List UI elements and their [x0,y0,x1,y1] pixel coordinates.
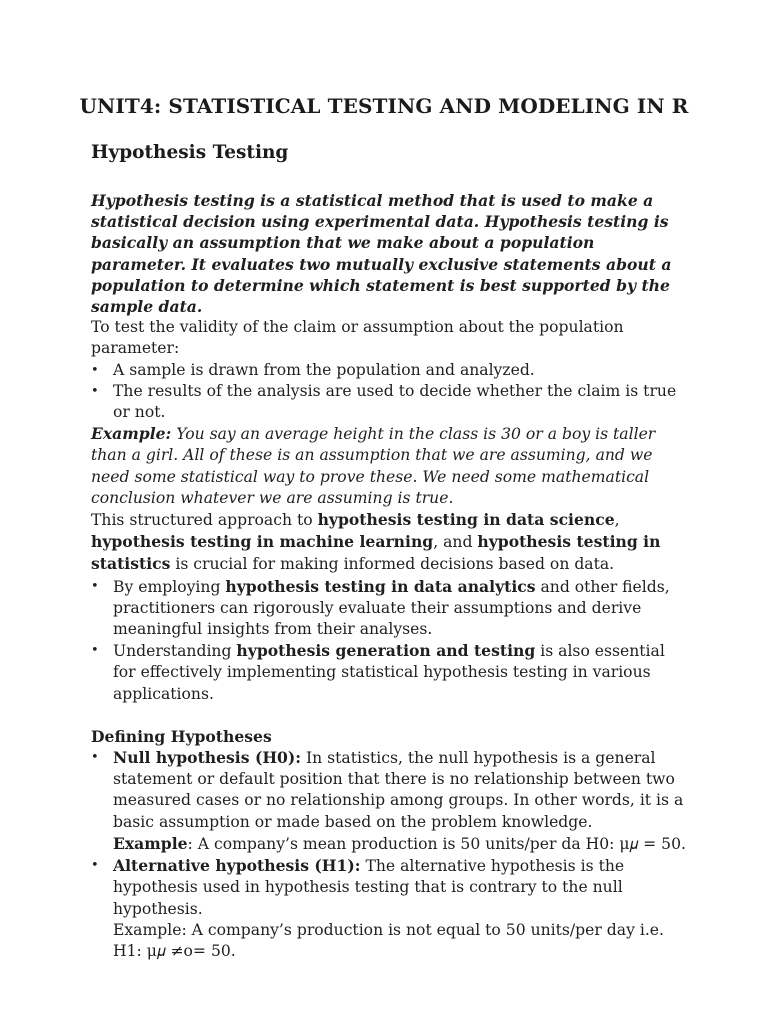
example-label: Example: [91,424,172,444]
alt-hypothesis-text: The alternative hypothesis is the hypothesis used in hypothesis testing that is contrary to the null hypothesis. [113,857,625,918]
document-body [91,190,691,962]
intro-paragraph: Hypothesis testing is a statistical method that is used to make a statistical decision using experimental data. Hypothesis testing is basically an assumption that we make about a population parameter. It evaluates two mutually exclusive statements about a population to determine which statement is best supported by the sample data. [91,191,672,317]
validity-list [91,360,691,424]
list-item [91,747,691,855]
list-item: • The results of the analysis are used to decide whether the claim is true or not. [91,381,691,423]
structured-list [91,576,691,705]
list-item: • A sample is drawn from the population and analyzed. [91,360,691,381]
structured-text: , and [433,533,478,552]
bullet-text: is also essential for effectively implementing statistical hypothesis testing in various applications. [113,642,665,703]
bullet-bold-term: hypothesis generation and testing [236,641,536,661]
alt-hypothesis-label: Alternative hypothesis (H1): [113,856,361,876]
example-text: You say an average height in the class is 30 or a boy is taller than a girl. All of these is an assumption that we are assuming, and we need some statistical way to prove these. We need some mathematical conclusion whatever we are assuming is true. [91,425,656,507]
null-example-label: Example [113,833,188,853]
null-hypothesis-label: Null hypothesis (H0): [113,748,302,768]
alt-example-text: Example: A company’s production is not equal to 50 units/per day i.e. [113,920,664,939]
example-paragraph [91,423,691,509]
spacer [91,705,691,726]
validity-paragraph: To test the validity of the claim or assumption about the population parameter: [91,318,624,358]
structured-bold-term: hypothesis testing in statistics [91,532,661,574]
alt-formula: H1: μ𝜇 ≠o= 50. [113,941,236,960]
page-title: UNIT4: STATISTICAL TESTING AND MODELING IN R [79,94,689,118]
bullet-text: By employing [113,577,226,596]
list-item [91,640,691,705]
structured-paragraph [91,509,691,576]
list-item [91,576,691,641]
list-item [91,855,691,962]
null-hypothesis-text: In statistics, the null hypothesis is a general statement or default position that there is no relationship between two measured cases or no relationship among groups. In other words, it is a basic assumption or made based on the problem knowledge. [113,749,684,831]
structured-bold-term: hypothesis testing in machine learning [91,532,434,552]
structured-bold-term: hypothesis testing in data science [317,510,615,530]
structured-text: , [614,511,620,530]
section-heading: Hypothesis Testing [91,142,289,163]
structured-text: This structured approach to [91,511,318,530]
structured-text: is crucial for making informed decisions based on data. [170,555,615,574]
null-example-text: : A company’s mean production is 50 units/per da H0: μ𝜇 = 50. [187,834,686,853]
bullet-text: Understanding [113,642,237,661]
bullet-bold-term: hypothesis testing in data analytics [225,576,536,596]
defining-heading: Defining Hypotheses [91,726,272,746]
hypotheses-list [91,747,691,962]
bullet-text: and other fields, practitioners can rigorously evaluate their assumptions and derive meaningful insights from their analyses. [113,577,670,639]
